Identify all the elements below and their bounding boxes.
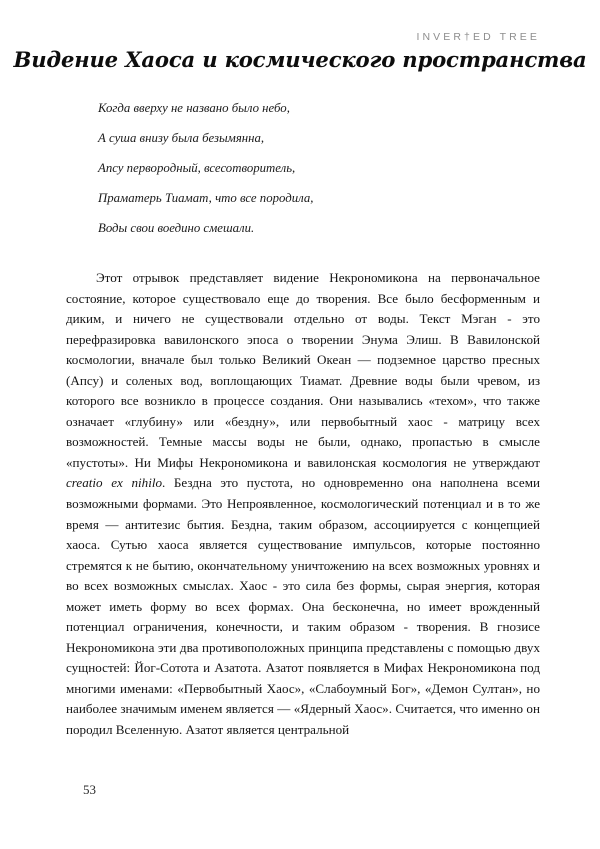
chapter-title: Видение Хаоса и космического пространства <box>13 48 587 73</box>
running-head: INVER†ED TREE <box>416 31 540 43</box>
latin-phrase: creatio ex nihilo <box>66 475 163 491</box>
epigraph-line: Когда вверху не названо было небо, <box>98 101 290 115</box>
epigraph-line: Праматерь Тиамат, что все породила, <box>98 191 314 205</box>
body-text-segment-1: Этот отрывок представляет видение Некрономикона на первоначальное состояние, которое существовало еще до творения. Все было бесформенным и диким, и ничего не существовали отдельно от воды. Текст Мэган - это перефразировка вавилонского эпоса о творении Энума Элиш. В Вавилонской космологии, вначале был только Великий Океан — подземное царство пресных (Апсу) и соленых вод, воплощающих Тиамат. Древние воды были чревом, из которого все возникло в процессе создания. Они назывались «техом», что также означает «глубину» или «бездну», или первобытный хаос - матрицу всех возможностей. Темные массы воды не были, однако, пропастью в смысле «пустоты». Ни Мифы Некрономикона и вавилонская космология не утверждают <box>66 270 540 470</box>
body-text-segment-2: . Бездна это пустота, но одновременно она наполнена всеми возможными формами. Это Непроявленное, космологический потенциал и в то же время — антитезис бытия. Бездна, таким образом, ассоциируется с концепцией хаоса. Сутью хаоса является существование импульсов, которые постоянно стремятся к не бытию, окончательному уничтожению на всех возможных уровнях и во всех возможных смыслах. Хаос - это сила без формы, сырая энергия, которая может иметь форму во всех формах. Она бесконечна, но имеет врожденный потенциал ограничения, конечности, и таким образом - творения. В гнозисе Некрономикона эти два противоположных принципа представлены с помощью двух сущностей: Йог-Сотота и Азатота. Азатот появляется в Мифах Некрономикона под многими именами: «Первобытный Хаос», «Слабоумный Бог», «Демон Султан», но наиболее значимым именем является — «Ядерный Хаос». Считается, что именно он породил Вселенную. Азатот является центральной <box>66 475 540 738</box>
epigraph-line: Воды свои воедино смешали. <box>98 221 255 235</box>
epigraph-line: А суша внизу была безымянна, <box>98 131 265 145</box>
body-paragraph <box>66 268 540 741</box>
epigraph-line: Апсу перворoдный, всесотворитель, <box>98 161 296 175</box>
epigraph-block <box>98 93 518 243</box>
page-number: 53 <box>83 782 96 797</box>
body-text <box>66 268 540 741</box>
